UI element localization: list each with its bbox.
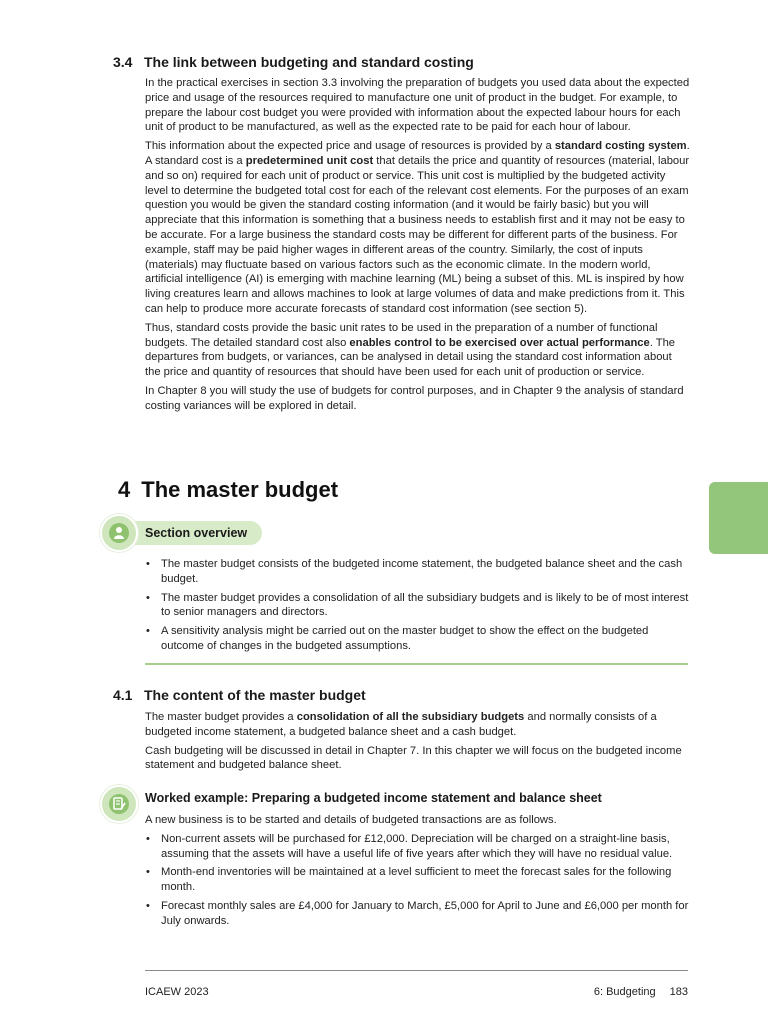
footer-rule bbox=[145, 970, 688, 971]
chapter-tab bbox=[709, 482, 768, 554]
section-divider bbox=[145, 663, 688, 665]
section-4-1-body bbox=[145, 710, 690, 773]
bold-term: standard costing system bbox=[554, 140, 687, 153]
section-number: 4 bbox=[118, 477, 131, 502]
bold-term: enables control to be exercised over actual performance bbox=[349, 336, 650, 349]
section-number: 3.4 bbox=[113, 54, 133, 70]
overview-bullets bbox=[145, 557, 690, 658]
section-4-heading bbox=[118, 477, 338, 503]
section-title: The link between budgeting and standard costing bbox=[144, 54, 474, 70]
paragraph: Thus, standard costs provide the basic unit rates to be used in the preparation of a number of functional budgets. The detailed standard cost also enables control to be exercised over actual performance. The departures from budgets, or variances, can be analysed in detail using the standard cost information about the price and quantity of resources that should have been used for each unit of production or service. bbox=[145, 321, 676, 379]
worked-example-body bbox=[145, 813, 690, 933]
paragraph: This information about the expected price and usage of resources is provided by a standard costing system. A standard cost is a predetermined unit cost that details the price and quantity of resources (material, labour and so on) required for each unit of product or service. This unit cost is multiplied by the budgeted activity level to determine the budgeted total cost for each of the relevant cost elements. For the purposes of an exam question you would be given the standard costing information (and it would be fairly basic) but you will appreciate that this information is something that a business needs to establish first and it may not be easy to be accurate. For a large business the standard costs may be different for different parts of the business. For example, staff may be paid higher wages in different areas of the country. Similarly, the cost of inputs (materials) may fluctuate based on various factors such as the economic climate. In the modern world, artificial intelligence (AI) is emerging with machine learning (ML) being a subset of this. ML is inspired by how living creatures learn and allows machines to look at large volumes of data and make predictions from it. This can help to produce more accurate forecasts of standard cost information (see section 5). bbox=[145, 140, 690, 315]
paragraph: The master budget provides a consolidation of all the subsidiary budgets and normally consists of a budgeted income statement, a budgeted balance sheet and a cash budget. bbox=[145, 711, 657, 738]
section-title: The master budget bbox=[141, 477, 339, 502]
lightbulb-person-icon bbox=[100, 514, 138, 552]
paragraph: Cash budgeting will be discussed in detail in Chapter 7. In this chapter we will focus on the budgeted income statement and budgeted balance sheet. bbox=[145, 744, 682, 772]
list-item: • The master budget provides a consolidation of all the subsidiary budgets and is likely to be of most interest to senior managers and directors. bbox=[145, 591, 690, 621]
section-3-4-heading bbox=[113, 54, 474, 70]
worked-example-title: Worked example: Preparing a budgeted income statement and balance sheet bbox=[145, 791, 602, 805]
section-title: The content of the master budget bbox=[144, 687, 366, 703]
list-item: • A sensitivity analysis might be carried out on the master budget to show the effect on the budgeted outcome of changes in the budgeted assumptions. bbox=[145, 624, 690, 654]
list-item: • The master budget consists of the budgeted income statement, the budgeted balance sheet and the cash budget. bbox=[145, 557, 690, 587]
paragraph: In the practical exercises in section 3.3 involving the preparation of budgets you used data about the expected price and usage of the resources required to manufacture one unit of product in the budget. For example, to prepare the labour cost budget you were provided with information about the expected labour hours for each unit of product to be manufactured, as well as the expected rate to be paid for each hour of labour. bbox=[145, 77, 690, 134]
footer-chapter: 6: Budgeting bbox=[593, 986, 656, 998]
footer-copyright: ICAEW 2023 bbox=[145, 986, 209, 998]
footer-page-info bbox=[594, 986, 688, 998]
notepad-pencil-icon bbox=[100, 785, 138, 823]
page-number: 183 bbox=[669, 986, 688, 998]
section-3-4-body bbox=[145, 76, 690, 414]
paragraph: A new business is to be started and details of budgeted transactions are as follows. bbox=[145, 814, 557, 826]
list-item: • Non-current assets will be purchased for £12,000. Depreciation will be charged on a straight-line basis, assuming that the assets will have a useful life of five years after which they will have no residual value. bbox=[145, 832, 690, 862]
section-overview-label: Section overview bbox=[110, 521, 262, 545]
bold-term: predetermined unit cost bbox=[245, 154, 374, 167]
section-number: 4.1 bbox=[113, 687, 133, 703]
section-4-1-heading bbox=[113, 687, 366, 703]
list-item: • Forecast monthly sales are £4,000 for January to March, £5,000 for April to June and £6,000 per month for July onwards. bbox=[145, 899, 690, 929]
bold-term: consolidation of all the subsidiary budgets bbox=[296, 711, 525, 723]
list-item: • Month-end inventories will be maintained at a level sufficient to meet the forecast sales for the following month. bbox=[145, 865, 690, 895]
paragraph: In Chapter 8 you will study the use of budgets for control purposes, and in Chapter 9 the analysis of standard costing variances will be explored in detail. bbox=[145, 384, 684, 412]
